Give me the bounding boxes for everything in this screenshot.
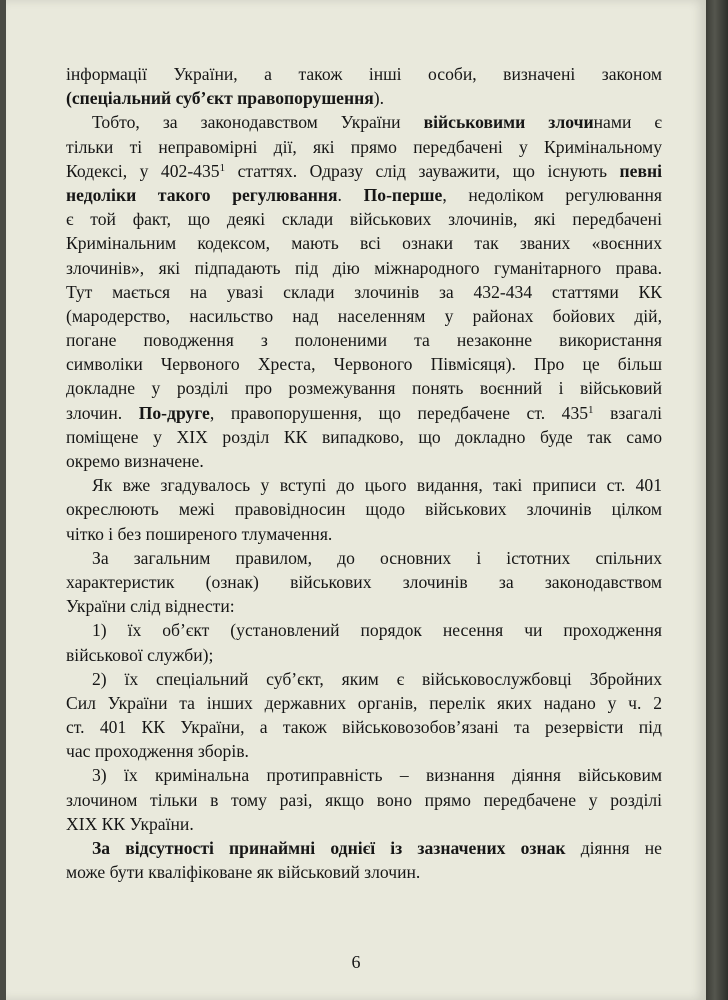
text-run: Як вже згадувалось у вступі до цього видання, такі приписи ст. 401: [92, 475, 662, 496]
bold-text: недоліки такого регулювання: [66, 184, 338, 205]
text-run: злочином тільки в тому разі, якщо воно прямо передбачене у розділі: [66, 789, 662, 810]
book-page: [6, 0, 706, 1000]
text-run: поміщене у XIX розділ КК випадково, що докладно буде так само: [66, 426, 662, 447]
text-run: нами є: [593, 112, 662, 133]
text-line: [66, 280, 662, 304]
book-spine-edge: [706, 0, 728, 1000]
text-line: [66, 860, 662, 884]
text-line: [66, 643, 662, 667]
text-line: [66, 352, 662, 376]
paragraph: [66, 62, 662, 110]
text-line: [66, 304, 662, 328]
text-line: [66, 425, 662, 449]
text-run: окреслюють межі правовідносин щодо військових злочинів цілком: [66, 499, 662, 520]
bold-text: військовими злочи: [423, 112, 594, 133]
text-line: [66, 715, 662, 739]
text-line: [66, 618, 662, 642]
text-run: За загальним правилом, до основних і істотних спільних: [92, 547, 662, 568]
text-line: [66, 763, 662, 787]
superscript: 1: [588, 403, 594, 416]
text-run: 3) їх кримінальна протиправність – визнання діяння військовим: [92, 765, 662, 786]
text-run: погане поводження з полоненими та незаконне використання: [66, 330, 662, 351]
text-run: , правопорушення, що передбачене ст. 435: [209, 402, 589, 423]
text-line: [66, 546, 662, 570]
text-line: [66, 62, 662, 86]
text-line: [66, 135, 662, 159]
text-line: [66, 739, 662, 763]
text-line: [66, 570, 662, 594]
text-run: ст. 401 КК України, а також військовозобов’язані та резервісти під: [66, 717, 662, 738]
text-run: України слід віднести:: [66, 596, 235, 617]
text-line: [66, 376, 662, 400]
text-line: [66, 812, 662, 836]
text-run: Тобто, за законодавством України: [92, 112, 424, 133]
paragraph: [66, 836, 662, 884]
text-run: статтях. Одразу слід зауважити, що існують: [225, 160, 620, 181]
paragraph: [66, 618, 662, 666]
bold-text: По-друге: [138, 402, 210, 423]
text-run: Тут мається на увазі склади злочинів за 432-434 статтями КК: [66, 281, 662, 302]
text-line: [66, 836, 662, 860]
text-line: [66, 401, 662, 425]
text-run: військової служби);: [66, 644, 214, 665]
text-run: XIX КК України.: [66, 813, 194, 834]
text-line: [66, 667, 662, 691]
page-body-text: [66, 62, 662, 884]
paragraph: [66, 110, 662, 473]
text-run: інформації України, а також інші особи, визначені законом: [66, 64, 662, 84]
bold-text: певні: [619, 160, 662, 181]
text-run: характеристик (ознак) військових злочинів за законодавством: [66, 571, 662, 592]
page-number: 6: [351, 952, 361, 972]
text-run: час проходження зборів.: [66, 741, 249, 762]
bold-text: (спеціальний суб’єкт правопорушення: [66, 88, 374, 109]
text-run: злочин.: [66, 402, 139, 423]
text-run: взагалі: [593, 402, 663, 423]
bold-text: За відсутності принаймні однієї із зазначених ознак: [92, 838, 566, 858]
text-run: може бути кваліфіковане як військовий злочин.: [66, 862, 421, 883]
paragraph: [66, 763, 662, 836]
text-run: ).: [373, 88, 385, 109]
text-line: [66, 207, 662, 231]
text-run: Сил України та інших державних органів, перелік яких надано у ч. 2: [66, 692, 662, 713]
text-line: [66, 473, 662, 497]
text-line: [66, 159, 662, 183]
text-run: Кримінальним кодексом, мають всі ознаки так званих «воєнних: [66, 233, 662, 254]
text-line: [66, 110, 662, 134]
text-run: злочинів», які підпадають під дію міжнародного гуманітарного права.: [66, 257, 662, 278]
text-line: [66, 256, 662, 280]
text-run: окремо визначене.: [66, 451, 204, 471]
text-run: 1) їх об’єкт (установлений порядок несення чи проходження: [92, 620, 662, 641]
bold-text: По-перше: [363, 184, 443, 205]
text-line: [66, 691, 662, 715]
text-run: тільки ті неправомірні дії, які прямо передбачені у Кримінальному: [66, 136, 662, 157]
text-run: (мародерство, насильство над населенням у районах бойових дій,: [66, 305, 662, 326]
text-line: [66, 522, 662, 546]
text-run: символіки Червоного Хреста, Червоного Півмісяця). Про це більш: [66, 354, 662, 375]
text-line: [66, 788, 662, 812]
text-line: [66, 497, 662, 521]
text-run: , недоліком регулювання: [442, 184, 663, 205]
paragraph: [66, 667, 662, 764]
text-line: [66, 594, 662, 618]
paragraph: [66, 546, 662, 619]
text-line: [66, 231, 662, 255]
text-run: Кодексі, у 402-435: [66, 160, 220, 181]
text-run: докладне у розділі про розмежування понять воєнний і військовий: [66, 378, 662, 399]
text-run: чітко і без поширеного тлумачення.: [66, 523, 333, 544]
text-run: діяння не: [565, 838, 662, 858]
text-line: [66, 183, 662, 207]
text-run: є той факт, що деякі склади військових злочинів, які передбачені: [66, 209, 662, 230]
text-line: [66, 86, 662, 110]
text-run: 2) їх спеціальний суб’єкт, яким є військовослужбовці Збройних: [92, 668, 662, 689]
text-run: .: [337, 184, 364, 205]
superscript: 1: [219, 161, 226, 174]
text-line: [66, 328, 662, 352]
paragraph: [66, 473, 662, 546]
text-line: [66, 449, 662, 473]
